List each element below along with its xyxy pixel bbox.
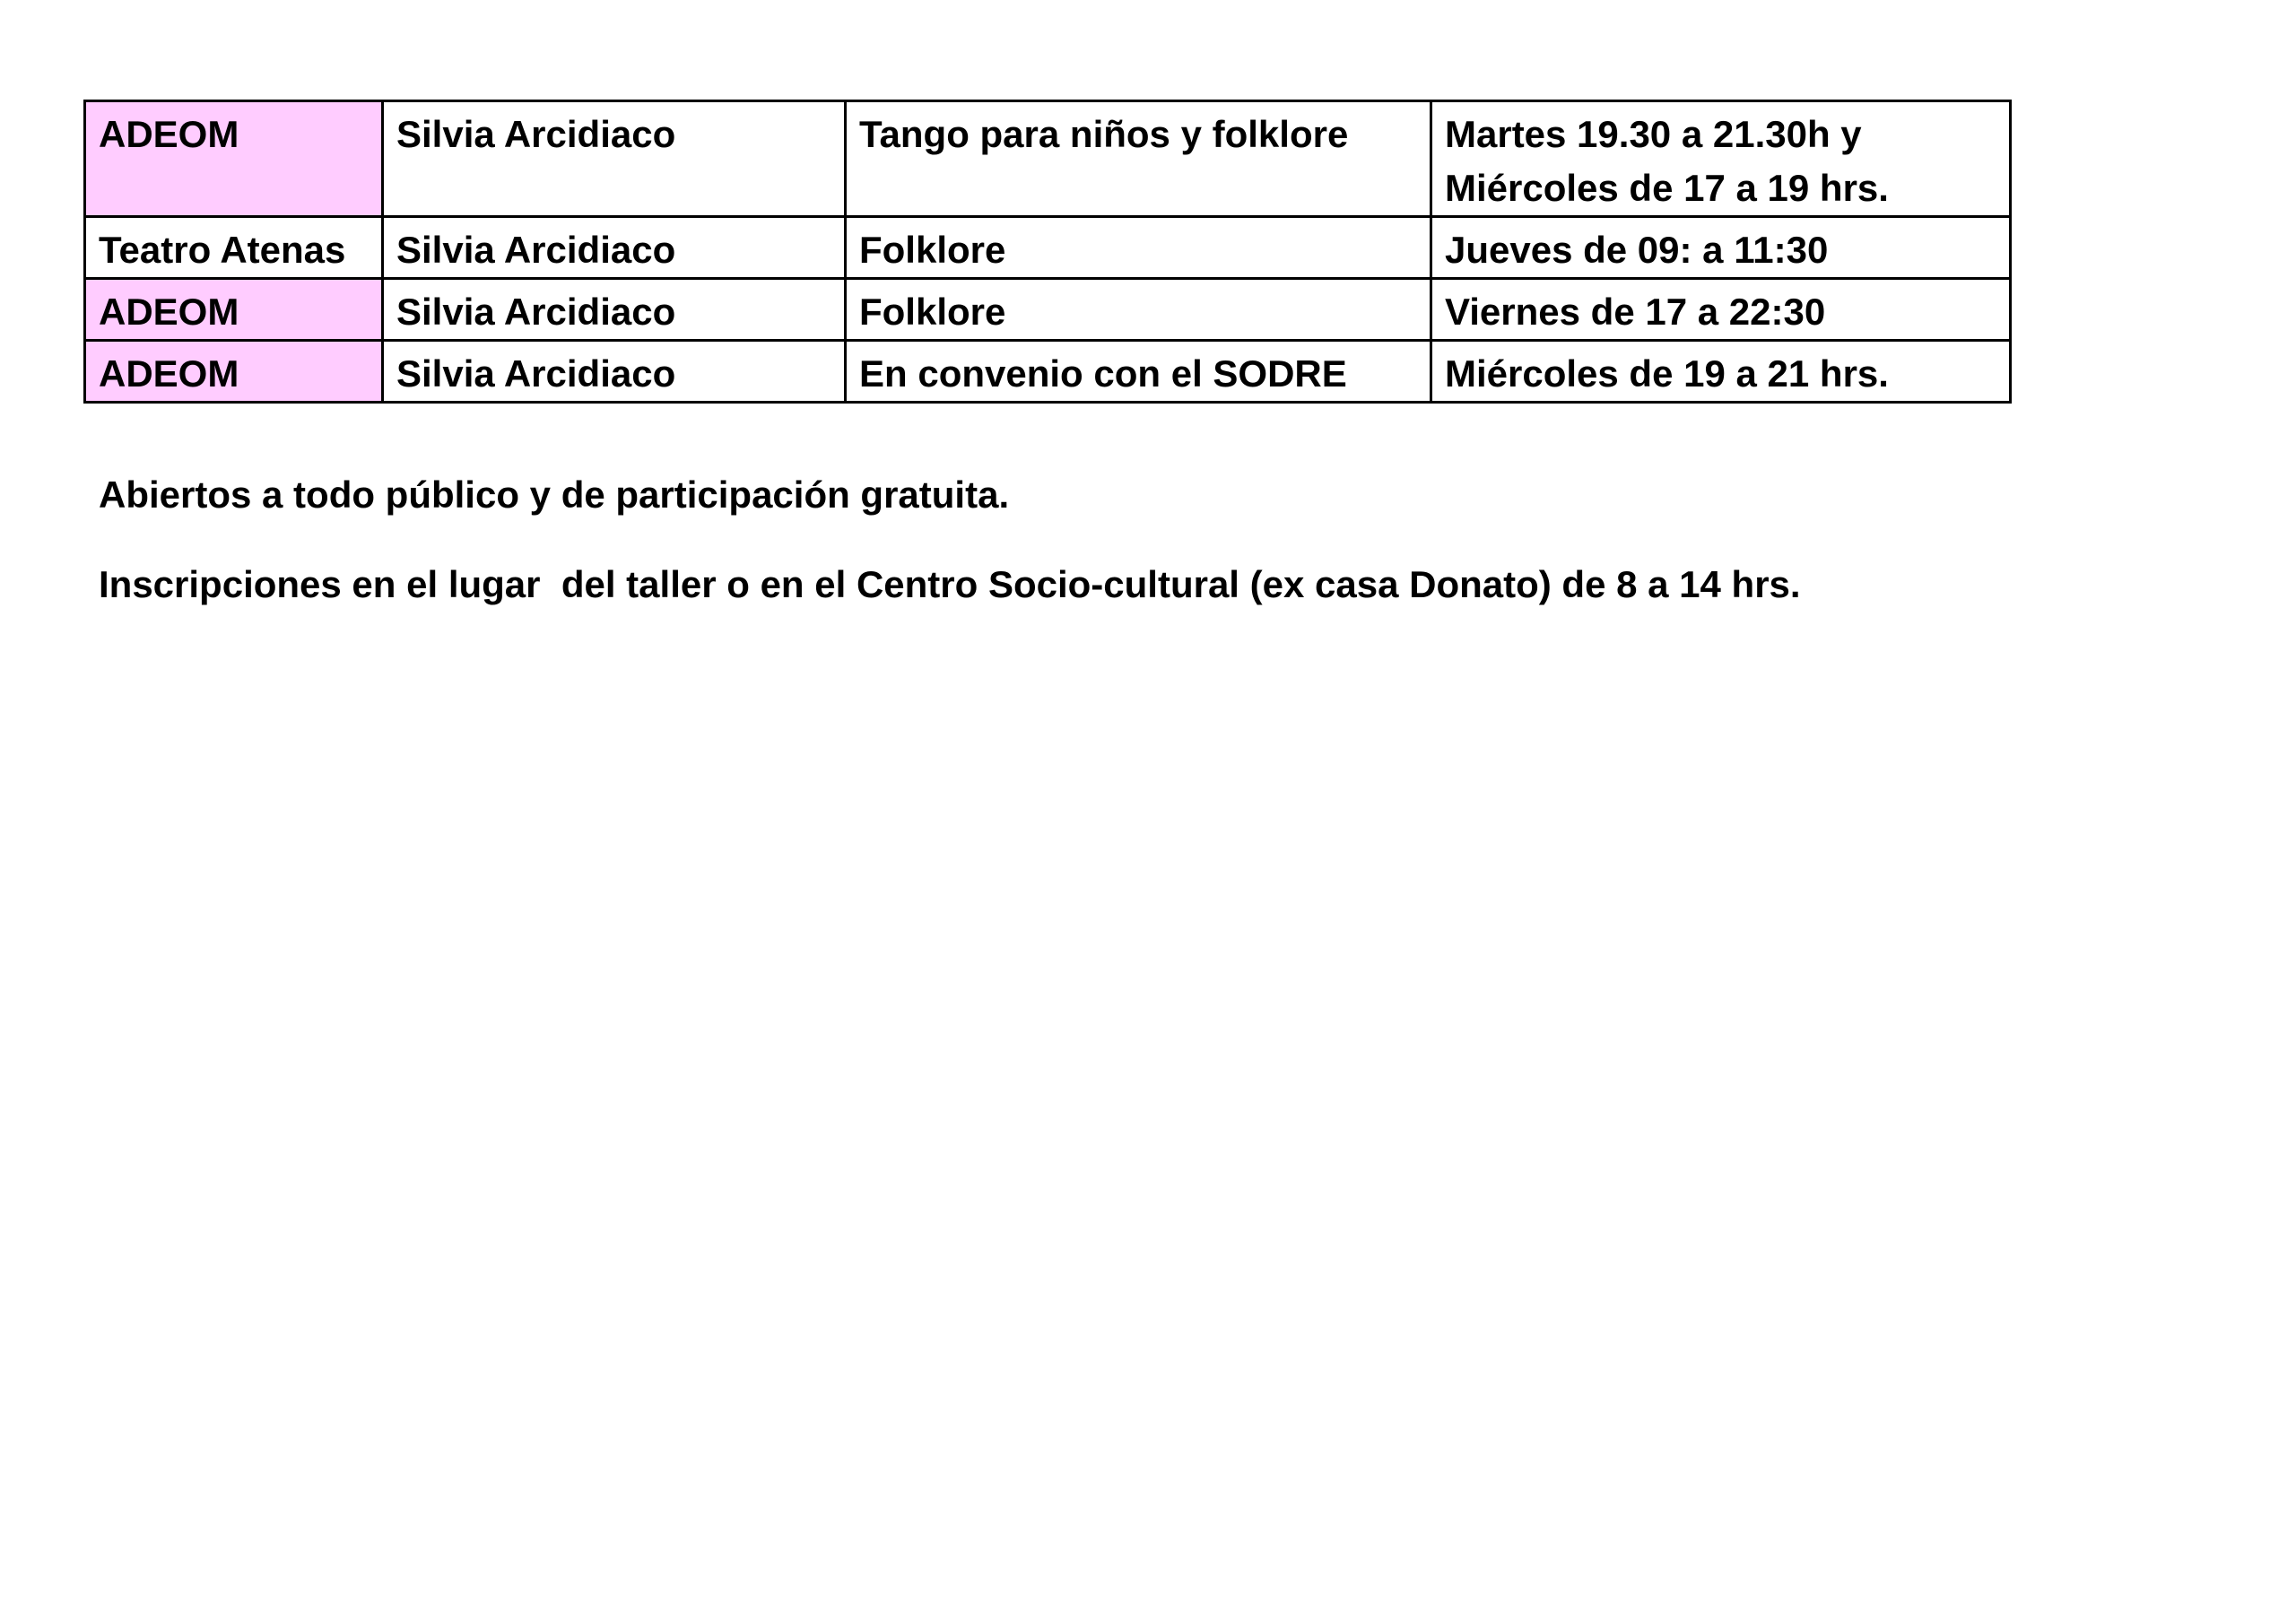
venue-cell: ADEOM xyxy=(85,101,383,217)
teacher-cell: Silvia Arcidiaco xyxy=(383,217,846,279)
notes-section xyxy=(99,468,2161,612)
course-cell: Folklore xyxy=(846,279,1431,341)
teacher-cell: Silvia Arcidiaco xyxy=(383,341,846,403)
teacher-cell: Silvia Arcidiaco xyxy=(383,101,846,217)
table-row xyxy=(85,217,2011,279)
course-cell: En convenio con el SODRE xyxy=(846,341,1431,403)
course-cell: Tango para niños y folklore xyxy=(846,101,1431,217)
registration-note: Inscripciones en el lugar del taller o en el Centro Socio-cultural (ex casa Donato) de 8 a 14 hrs. xyxy=(99,563,1801,605)
teacher-cell: Silvia Arcidiaco xyxy=(383,279,846,341)
table-row xyxy=(85,341,2011,403)
venue-cell: ADEOM xyxy=(85,279,383,341)
table-row xyxy=(85,279,2011,341)
venue-cell: Teatro Atenas xyxy=(85,217,383,279)
schedule-cell: Viernes de 17 a 22:30 xyxy=(1431,279,2011,341)
table-row xyxy=(85,101,2011,217)
venue-cell: ADEOM xyxy=(85,341,383,403)
schedule-cell: Martes 19.30 a 21.30h y Miércoles de 17 a 19 hrs. xyxy=(1431,101,2011,217)
course-cell: Folklore xyxy=(846,217,1431,279)
schedule-table xyxy=(83,100,2012,404)
schedule-cell: Miércoles de 19 a 21 hrs. xyxy=(1431,341,2011,403)
schedule-cell: Jueves de 09: a 11:30 xyxy=(1431,217,2011,279)
open-to-public-note: Abiertos a todo público y de participación gratuita. xyxy=(99,473,1010,516)
